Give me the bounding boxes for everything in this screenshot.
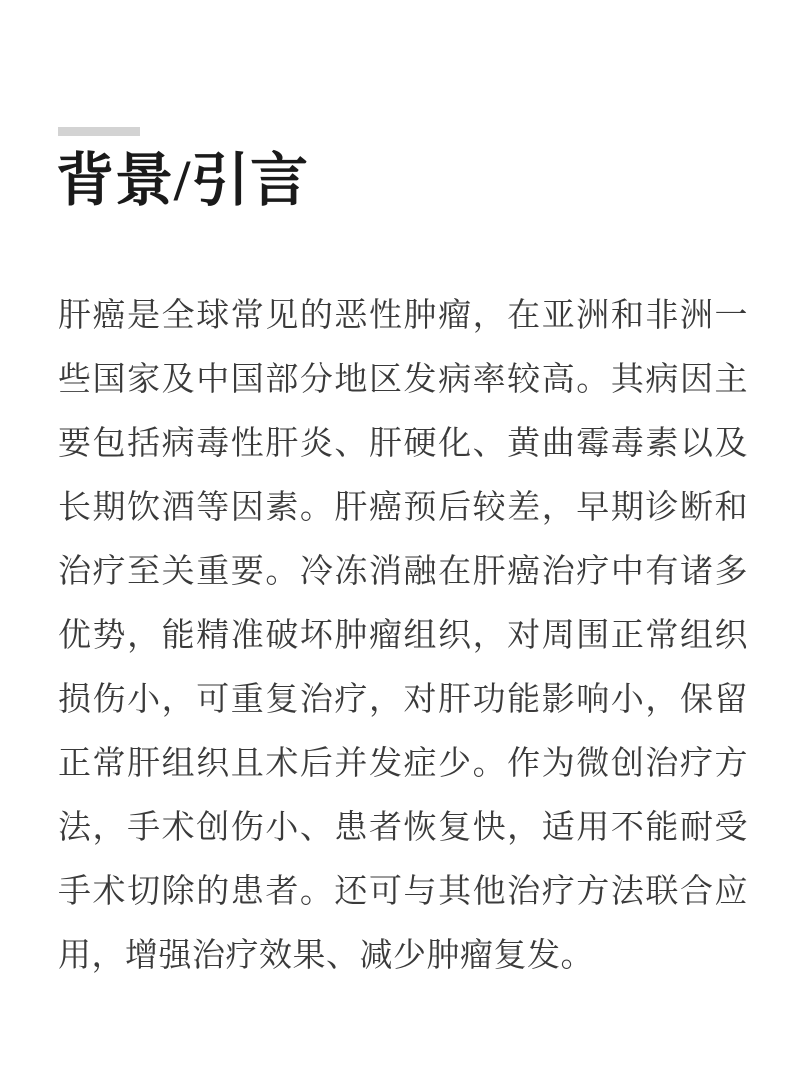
title-accent-rule [58, 127, 140, 136]
page-title: 背景/引言 [56, 148, 310, 213]
body-paragraph: 肝癌是全球常见的恶性肿瘤，在亚洲和非洲一些国家及中国部分地区发病率较高。其病因主要包括病毒性肝炎、肝硬化、黄曲霉毒素以及长期饮酒等因素。肝癌预后较差，早期诊断和治疗至关重要。冷冻消融在肝癌治疗中有诸多优势，能精准破坏肿瘤组织，对周围正常组织损伤小，可重复治疗，对肝功能影响小，保留正常肝组织且术后并发症少。作为微创治疗方法，手术创伤小、患者恢复快，适用不能耐受手术切除的患者。还可与其他治疗方法联合应用，增强治疗效果、减少肿瘤复发。 [58, 296, 748, 973]
